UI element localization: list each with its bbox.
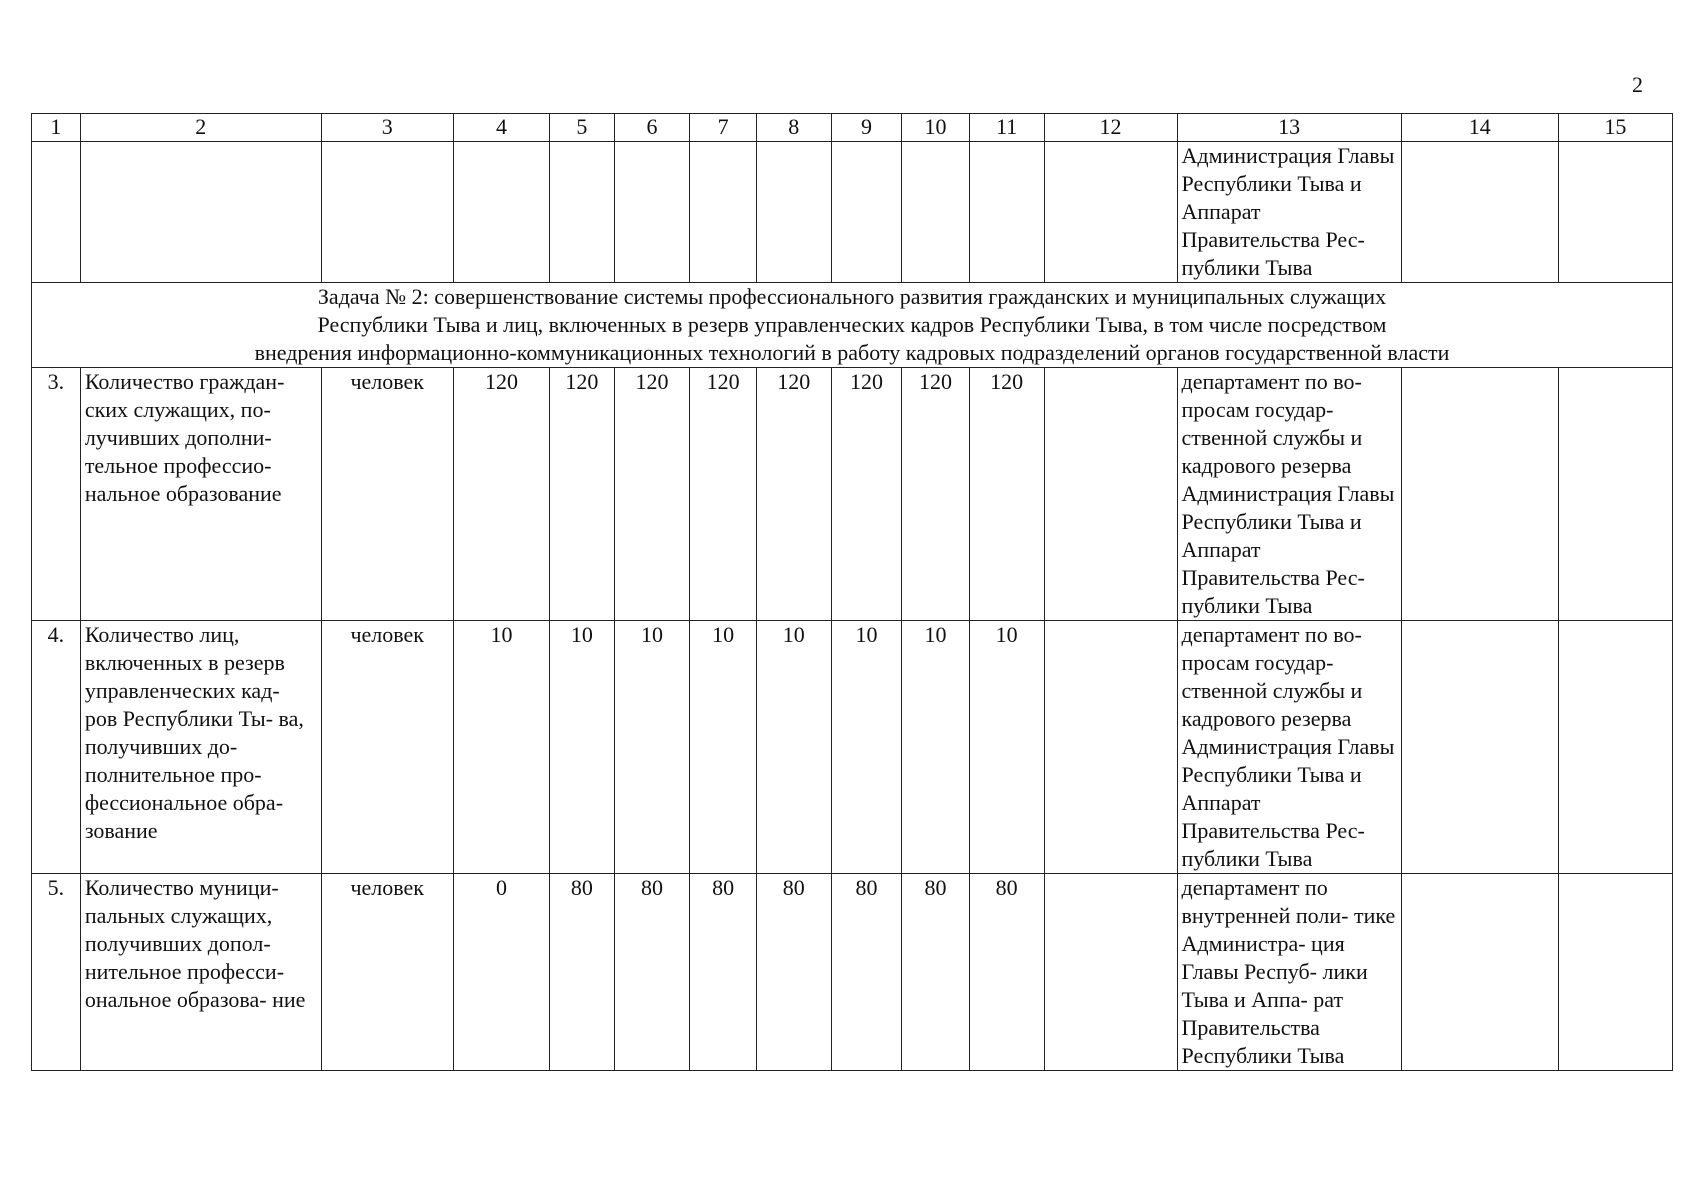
table-cell — [1044, 874, 1177, 1071]
table-cell — [550, 142, 614, 283]
value-cell: 120 — [756, 368, 831, 621]
table-cell — [1401, 621, 1558, 874]
task-line-2: Республики Тыва и лиц, включенных в резерв управленческих кадров Республики Тыва, в том числе посредством — [317, 312, 1387, 337]
value-cell: 80 — [614, 874, 690, 1071]
table-row — [32, 368, 1673, 621]
row-index: 5. — [32, 874, 81, 1071]
task-line-1: Задача № 2: совершенствование системы профессионального развития гражданских и муниципальных служащих — [317, 284, 1387, 309]
table-cell — [1044, 621, 1177, 874]
value-cell: 120 — [550, 368, 614, 621]
column-number: 8 — [756, 114, 831, 142]
continuation-row — [32, 142, 1673, 283]
table-cell — [1044, 142, 1177, 283]
unit-cell: человек — [321, 874, 453, 1071]
table-row — [32, 621, 1673, 874]
table-cell — [1558, 621, 1672, 874]
row-index: 4. — [32, 621, 81, 874]
value-cell: 10 — [550, 621, 614, 874]
value-cell: 120 — [614, 368, 690, 621]
responsible-cell: департамент по внутренней поли- тике Администра- ция Главы Респуб- лики Тыва и Аппа- рат Правительства Республики Тыва — [1177, 874, 1401, 1071]
column-number: 6 — [614, 114, 690, 142]
table-cell — [902, 142, 970, 283]
table-cell — [756, 142, 831, 283]
indicator-name: Количество муници- пальных служащих, получивших допол- нительное професси- ональное образова- ние — [80, 874, 321, 1071]
table-cell — [1558, 142, 1672, 283]
value-cell: 120 — [453, 368, 550, 621]
column-number: 15 — [1558, 114, 1672, 142]
value-cell: 120 — [902, 368, 970, 621]
indicators-table — [31, 113, 1673, 1071]
value-cell: 0 — [453, 874, 550, 1071]
column-number: 9 — [831, 114, 902, 142]
task-row — [32, 283, 1673, 368]
value-cell: 80 — [756, 874, 831, 1071]
unit-cell: человек — [321, 621, 453, 874]
task-line-3: внедрения информационно-коммуникационных технологий в работу кадровых подразделений органов государственной власти — [254, 340, 1450, 365]
column-number: 14 — [1401, 114, 1558, 142]
table-cell — [969, 142, 1044, 283]
table-cell — [1558, 368, 1672, 621]
table-cell — [831, 142, 902, 283]
table-cell — [32, 142, 81, 283]
value-cell: 10 — [902, 621, 970, 874]
value-cell: 10 — [969, 621, 1044, 874]
value-cell: 10 — [690, 621, 756, 874]
table-cell — [614, 142, 690, 283]
column-number: 5 — [550, 114, 614, 142]
unit-cell: человек — [321, 368, 453, 621]
table-cell — [453, 142, 550, 283]
value-cell: 10 — [831, 621, 902, 874]
value-cell: 10 — [453, 621, 550, 874]
column-number: 7 — [690, 114, 756, 142]
table-cell — [1558, 874, 1672, 1071]
responsible-cell: департамент по во- просам государ- ственной службы и кадрового резерва Администрация Главы Республики Тыва и Аппарат Правительства Рес- публики Тыва — [1177, 621, 1401, 874]
column-number: 2 — [80, 114, 321, 142]
column-numbers-row — [32, 114, 1673, 142]
table-cell — [690, 142, 756, 283]
row-index: 3. — [32, 368, 81, 621]
page-number: 2 — [1632, 72, 1643, 97]
responsible-cell: департамент по во- просам государ- ственной службы и кадрового резерва Администрация Главы Республики Тыва и Аппарат Правительства Рес- публики Тыва — [1177, 368, 1401, 621]
column-number: 12 — [1044, 114, 1177, 142]
value-cell: 10 — [614, 621, 690, 874]
value-cell: 120 — [969, 368, 1044, 621]
value-cell: 80 — [831, 874, 902, 1071]
table-cell — [80, 142, 321, 283]
responsible-cell: Администрация Главы Республики Тыва и Аппарат Правительства Рес- публики Тыва — [1177, 142, 1401, 283]
column-number: 13 — [1177, 114, 1401, 142]
indicator-name: Количество лиц, включенных в резерв управленческих кад- ров Республики Ты- ва, получивших до- полнительное про- фессиональное обра- зование — [80, 621, 321, 874]
value-cell: 80 — [690, 874, 756, 1071]
indicator-name: Количество граждан- ских служащих, по- лучивших дополни- тельное профессио- нальное образование — [80, 368, 321, 621]
column-number: 3 — [321, 114, 453, 142]
value-cell: 80 — [902, 874, 970, 1071]
task-heading — [32, 283, 1673, 368]
value-cell: 80 — [969, 874, 1044, 1071]
table-row — [32, 874, 1673, 1071]
value-cell: 120 — [690, 368, 756, 621]
column-number: 11 — [969, 114, 1044, 142]
column-number: 4 — [453, 114, 550, 142]
column-number: 1 — [32, 114, 81, 142]
value-cell: 10 — [756, 621, 831, 874]
value-cell: 120 — [831, 368, 902, 621]
value-cell: 80 — [550, 874, 614, 1071]
table-cell — [1401, 368, 1558, 621]
table-cell — [1401, 142, 1558, 283]
column-number: 10 — [902, 114, 970, 142]
table-cell — [321, 142, 453, 283]
table-cell — [1044, 368, 1177, 621]
table-cell — [1401, 874, 1558, 1071]
